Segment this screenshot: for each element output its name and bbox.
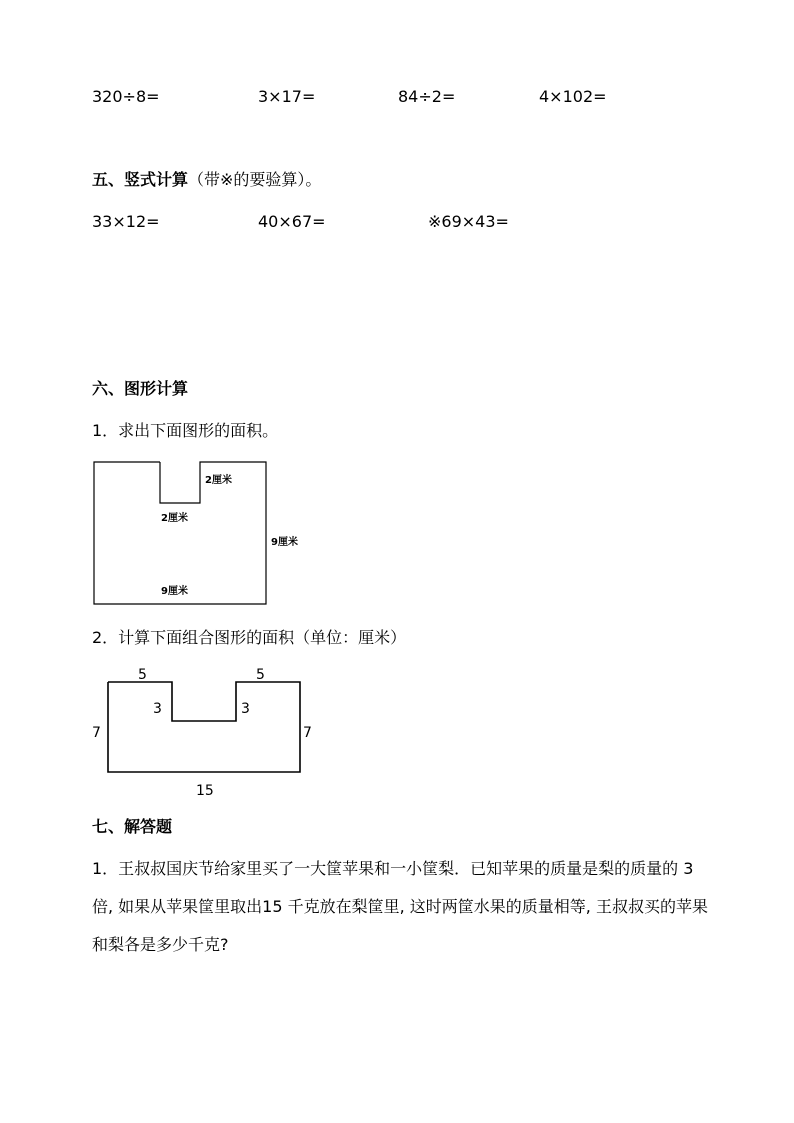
figure1-outline — [94, 462, 266, 604]
section6-question-1: 1．求出下面图形的面积。 — [92, 421, 279, 440]
section6-title: 六、图形计算 — [92, 379, 189, 398]
oral-calc-item-1: 320÷8= — [92, 87, 160, 106]
section7-question-1: 1．王叔叔国庆节给家里买了一大筐苹果和一小筐梨．已知苹果的质量是梨的质量的 3 倍, 如果从苹果筐里取出15 千克放在梨筐里, 这时两筐水果的质量相等, 王叔叔买的苹果和梨各是多少千克? — [92, 859, 708, 954]
section7-title: 七、解答题 — [92, 817, 173, 836]
figure1-label-notch-side: 2厘米 — [205, 475, 232, 486]
vertical-calc-item-3: ※69×43= — [428, 212, 509, 231]
section5-note: （带※的要验算）。 — [188, 170, 322, 189]
vertical-calc-item-1: 33×12= — [92, 212, 160, 231]
section6-question-2: 2．计算下面组合图形的面积（单位：厘米） — [92, 628, 407, 647]
figure2-label-inner-right: 3 — [241, 701, 250, 717]
section5-title: 五、竖式计算 — [92, 170, 189, 189]
oral-calc-item-2: 3×17= — [258, 87, 316, 106]
oral-calc-item-3: 84÷2= — [398, 87, 456, 106]
figure2-label-top-left: 5 — [138, 667, 147, 683]
figure2-outline — [108, 682, 300, 772]
figure2-label-bottom: 15 — [196, 783, 214, 799]
figure1-label-right: 9厘米 — [271, 537, 298, 548]
figure2-label-right: 7 — [303, 725, 312, 741]
figure1-label-notch-bottom: 2厘米 — [161, 513, 188, 524]
figure2-label-left: 7 — [92, 725, 101, 741]
figure1-label-bottom: 9厘米 — [161, 586, 188, 597]
figure2-label-inner-left: 3 — [153, 701, 162, 717]
oral-calc-item-4: 4×102= — [539, 87, 607, 106]
vertical-calc-item-2: 40×67= — [258, 212, 326, 231]
figure2-label-top-right: 5 — [256, 667, 265, 683]
